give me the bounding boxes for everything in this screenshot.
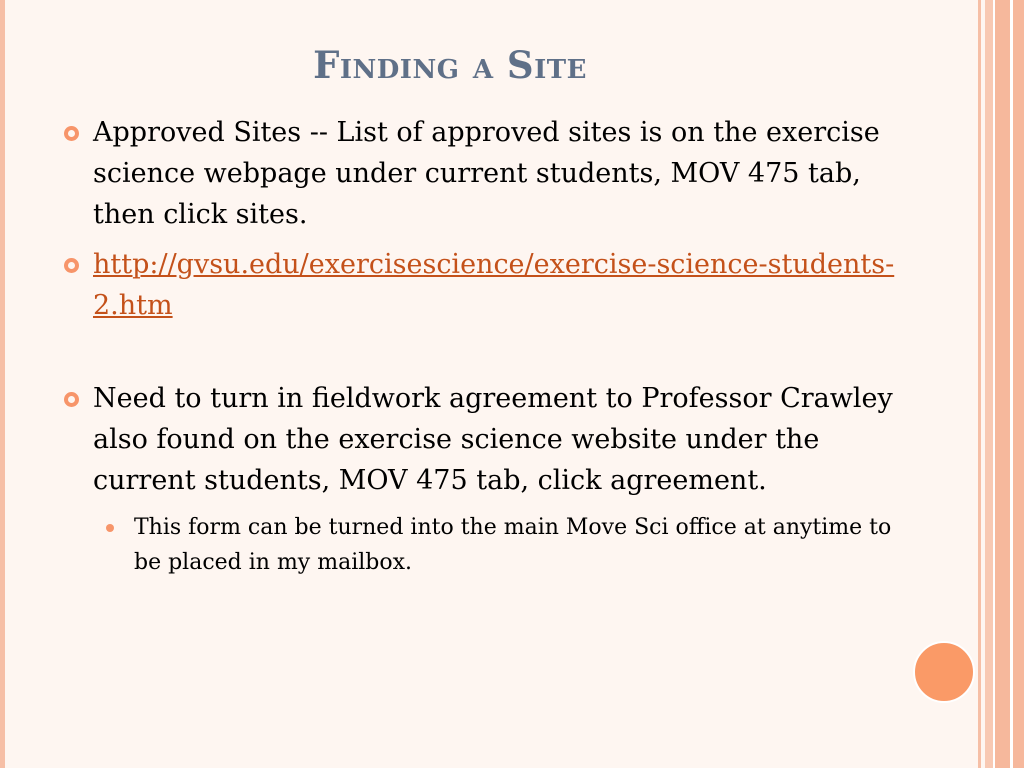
subbullet-form-info xyxy=(103,510,923,580)
slide-title: Finding a Site xyxy=(313,43,587,87)
ring-bullet-icon xyxy=(63,391,80,408)
ring-bullet-icon xyxy=(63,125,80,142)
ring-bullet-icon xyxy=(63,257,80,274)
subbullet-text: This form can be turned into the main Move Sci office at anytime to be placed in my mailbox. xyxy=(134,515,892,575)
right-border-stripe xyxy=(978,0,981,768)
right-border-stripe xyxy=(1013,0,1024,768)
bullet-text: Need to turn in fieldwork agreement to Professor Crawley also found on the exercise science website under the current students, MOV 475 tab, click agreement. xyxy=(93,383,893,496)
bullet-fieldwork-agreement xyxy=(63,378,923,501)
slide-content xyxy=(63,112,923,580)
decorative-orange-circle xyxy=(913,641,975,703)
left-border-stripe xyxy=(0,0,5,768)
right-border-stripe xyxy=(985,0,993,768)
bullet-approved-sites xyxy=(63,112,923,235)
exercise-science-students-link[interactable]: http://gvsu.edu/exercisescience/exercise-science-students-2.htm xyxy=(93,249,895,321)
bullet-text: Approved Sites -- List of approved sites is on the exercise science webpage under current students, MOV 475 tab, then click sites. xyxy=(93,117,880,230)
dot-bullet-icon xyxy=(106,524,114,532)
bullet-link xyxy=(63,244,923,326)
right-border-stripe xyxy=(995,0,1010,768)
